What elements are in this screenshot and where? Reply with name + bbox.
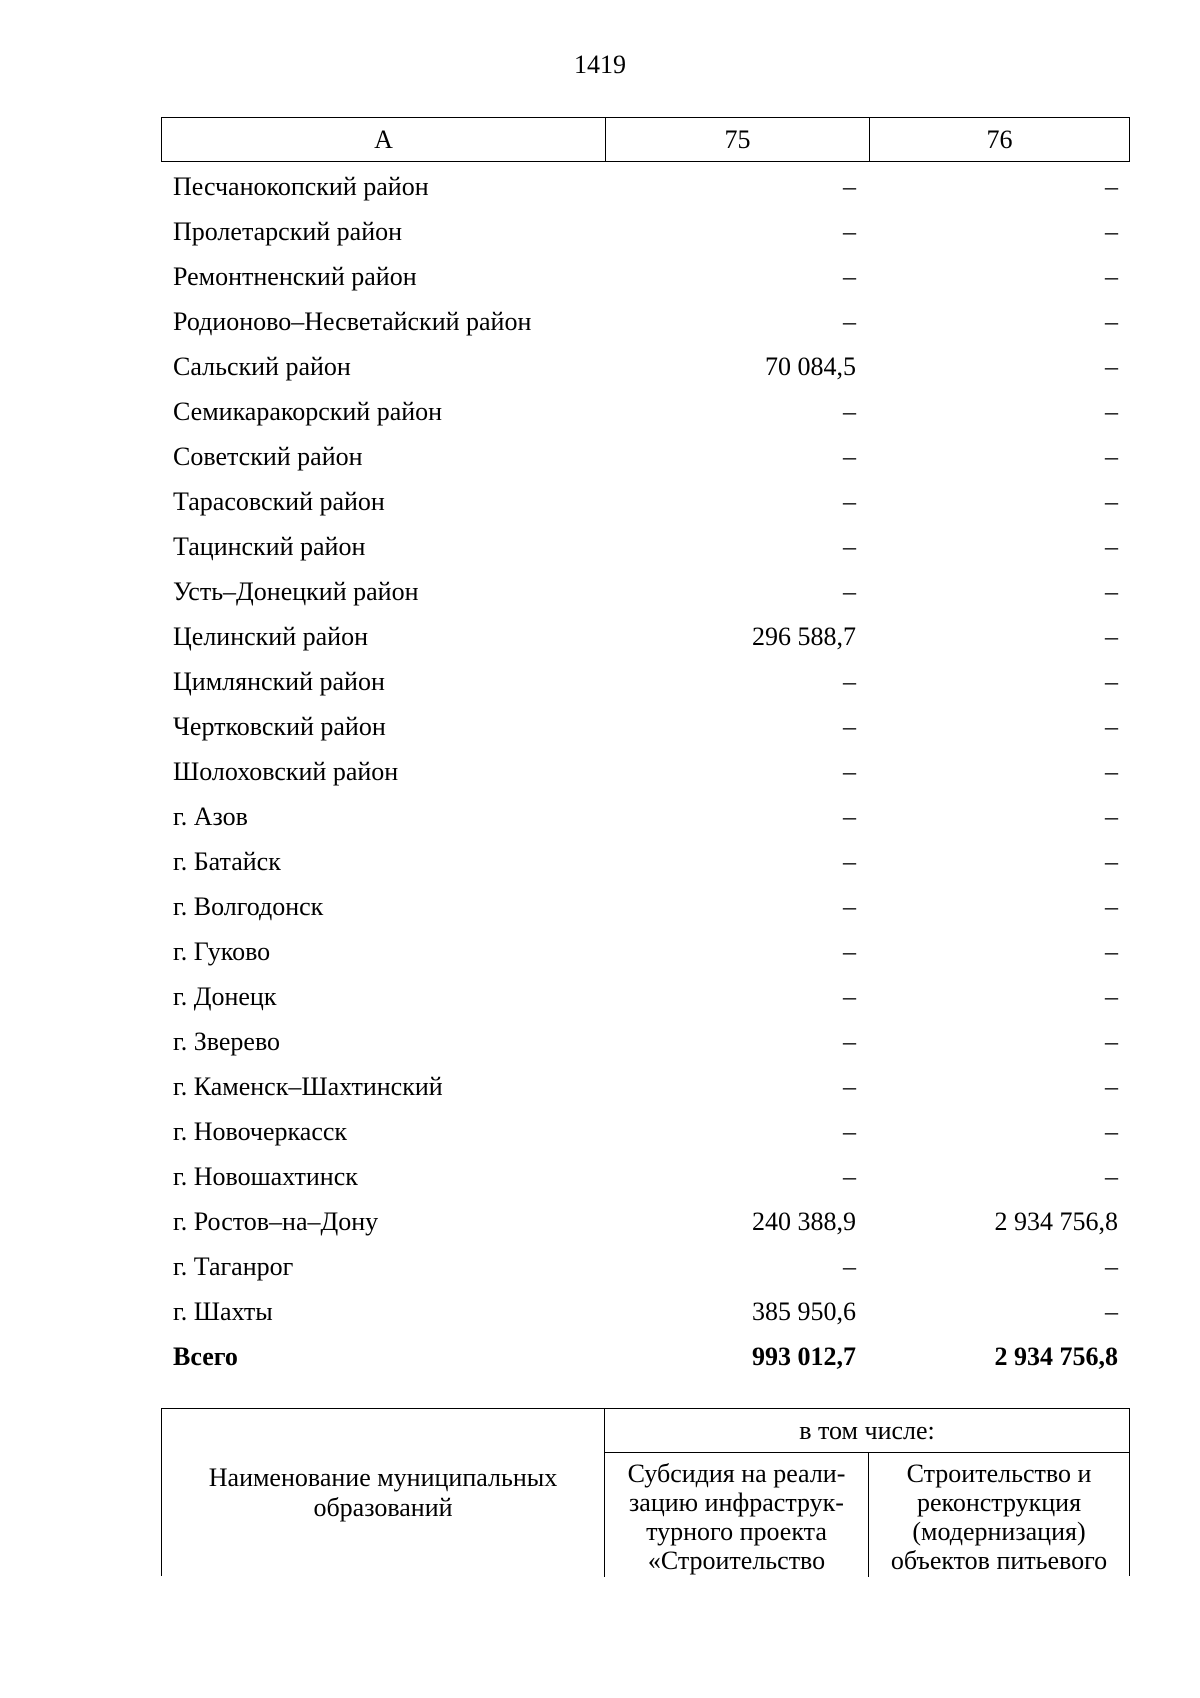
- including-header: в том числе:: [605, 1409, 1129, 1453]
- subsidy-column-header: [605, 1453, 869, 1577]
- value-75: –: [843, 576, 856, 606]
- construction-header-line: объектов питьевого: [890, 1546, 1108, 1575]
- subsidy-header-line: зацию инфраструк-: [629, 1488, 844, 1517]
- value-75: –: [843, 801, 856, 831]
- table-row: [161, 1064, 1130, 1109]
- value-76: –: [1105, 261, 1118, 291]
- value-76: –: [1105, 801, 1118, 831]
- header-col-75: 75: [605, 118, 869, 161]
- table-row: [161, 344, 1130, 389]
- municipality-name: г. Азов: [173, 801, 248, 831]
- value-75: –: [843, 306, 856, 336]
- municipality-name: г. Гуково: [173, 936, 271, 966]
- value-75: –: [843, 1071, 856, 1101]
- municipality-name: г. Батайск: [173, 846, 281, 876]
- value-75: –: [843, 981, 856, 1011]
- table-row: [161, 1244, 1130, 1289]
- municipality-name: Семикаракорский район: [173, 396, 443, 426]
- municipality-name: Тацинский район: [173, 531, 366, 561]
- table-row: [161, 209, 1130, 254]
- value-76: –: [1105, 846, 1118, 876]
- value-75: –: [843, 891, 856, 921]
- municipality-name: Усть–Донецкий район: [173, 576, 419, 606]
- municipality-name: г. Новошахтинск: [173, 1161, 358, 1191]
- municipality-name: г. Новочеркасск: [173, 1116, 348, 1146]
- table-row: [161, 1109, 1130, 1154]
- value-76: –: [1105, 441, 1118, 471]
- table-row: [161, 164, 1130, 209]
- table-row: [161, 884, 1130, 929]
- value-76: –: [1105, 891, 1118, 921]
- subsidy-header-line: «Строительство: [647, 1546, 826, 1575]
- value-76: –: [1105, 756, 1118, 786]
- construction-column-header: [869, 1453, 1129, 1577]
- table-row: [161, 389, 1130, 434]
- total-label: Всего: [173, 1341, 238, 1371]
- value-75: –: [843, 171, 856, 201]
- value-75: –: [843, 756, 856, 786]
- subsidy-header-line: Субсидия на реали-: [627, 1459, 846, 1488]
- value-76: –: [1105, 351, 1118, 381]
- construction-header-line: Строительство и: [906, 1459, 1092, 1488]
- value-76: 2 934 756,8: [994, 1206, 1118, 1236]
- table-row: [161, 1289, 1130, 1334]
- municipality-name: г. Зверево: [173, 1026, 281, 1056]
- table-row: [161, 479, 1130, 524]
- table-row: [161, 434, 1130, 479]
- value-75: –: [843, 936, 856, 966]
- table-row: [161, 659, 1130, 704]
- value-75: 70 084,5: [765, 351, 856, 381]
- table-row: [161, 839, 1130, 884]
- value-76: –: [1105, 576, 1118, 606]
- value-76: –: [1105, 666, 1118, 696]
- municipality-name: Тарасовский район: [173, 486, 385, 516]
- table-header: [161, 117, 1130, 162]
- municipality-name: Советский район: [173, 441, 363, 471]
- table-row: [161, 1019, 1130, 1064]
- municipality-name: г. Таганрог: [173, 1251, 294, 1281]
- subsidy-header-line: турного проекта: [646, 1517, 827, 1546]
- value-75: –: [843, 1251, 856, 1281]
- municipality-name: Родионово–Несветайский район: [173, 306, 532, 336]
- second-table-header: [161, 1408, 1130, 1576]
- table-row: [161, 794, 1130, 839]
- header-col-a: А: [374, 124, 393, 154]
- value-76: –: [1105, 306, 1118, 336]
- total-value-76: 2 934 756,8: [994, 1341, 1118, 1371]
- value-76: –: [1105, 1026, 1118, 1056]
- value-76: –: [1105, 396, 1118, 426]
- page-number: 1419: [574, 50, 626, 79]
- table-row: [161, 524, 1130, 569]
- construction-header-line: реконструкция: [916, 1488, 1082, 1517]
- value-75: –: [843, 396, 856, 426]
- value-75: 296 588,7: [752, 621, 856, 651]
- municipality-name: г. Шахты: [173, 1296, 273, 1326]
- value-75: –: [843, 846, 856, 876]
- value-76: –: [1105, 936, 1118, 966]
- value-75: –: [843, 1161, 856, 1191]
- value-76: –: [1105, 216, 1118, 246]
- municipality-name: г. Ростов–на–Дону: [173, 1206, 379, 1236]
- value-76: –: [1105, 711, 1118, 741]
- header-col-76: 76: [869, 118, 1129, 161]
- municipality-name: г. Каменск–Шахтинский: [173, 1071, 443, 1101]
- value-75: –: [843, 666, 856, 696]
- municipality-name: Чертковский район: [173, 711, 386, 741]
- value-76: –: [1105, 981, 1118, 1011]
- municipality-name: Песчанокопский район: [173, 171, 429, 201]
- table-row: [161, 974, 1130, 1019]
- value-76: –: [1105, 1116, 1118, 1146]
- value-76: –: [1105, 1296, 1118, 1326]
- value-76: –: [1105, 1251, 1118, 1281]
- value-76: –: [1105, 486, 1118, 516]
- value-76: –: [1105, 171, 1118, 201]
- table-row: [161, 704, 1130, 749]
- value-76: –: [1105, 1071, 1118, 1101]
- value-76: –: [1105, 531, 1118, 561]
- municipality-name: Сальский район: [173, 351, 351, 381]
- value-76: –: [1105, 1161, 1118, 1191]
- value-75: –: [843, 1116, 856, 1146]
- value-75: 240 388,9: [752, 1206, 856, 1236]
- municipal-names-header: [162, 1409, 605, 1577]
- table-row: [161, 1199, 1130, 1244]
- table-row: [161, 254, 1130, 299]
- value-75: 385 950,6: [752, 1296, 856, 1326]
- table-body: [161, 164, 1130, 1379]
- table-row: [161, 299, 1130, 344]
- value-75: –: [843, 486, 856, 516]
- total-row: [161, 1334, 1130, 1379]
- municipality-name: Пролетарский район: [173, 216, 403, 246]
- total-value-75: 993 012,7: [752, 1341, 856, 1371]
- table-row: [161, 929, 1130, 974]
- municipality-name: Ремонтненский район: [173, 261, 417, 291]
- municipality-name: г. Донецк: [173, 981, 277, 1011]
- value-76: –: [1105, 621, 1118, 651]
- municipality-name: г. Волгодонск: [173, 891, 324, 921]
- value-75: –: [843, 261, 856, 291]
- value-75: –: [843, 531, 856, 561]
- construction-header-line: (модернизация): [912, 1517, 1086, 1546]
- municipality-name: Цимлянский район: [173, 666, 385, 696]
- value-75: –: [843, 216, 856, 246]
- table-row: [161, 614, 1130, 659]
- municipality-name: Шолоховский район: [173, 756, 399, 786]
- value-75: –: [843, 1026, 856, 1056]
- value-75: –: [843, 441, 856, 471]
- municipality-name: Целинский район: [173, 621, 368, 651]
- table-row: [161, 569, 1130, 614]
- municipal-header-line: образований: [313, 1493, 453, 1522]
- table-row: [161, 749, 1130, 794]
- value-75: –: [843, 711, 856, 741]
- municipal-header-line: Наименование муниципальных: [208, 1463, 558, 1492]
- table-row: [161, 1154, 1130, 1199]
